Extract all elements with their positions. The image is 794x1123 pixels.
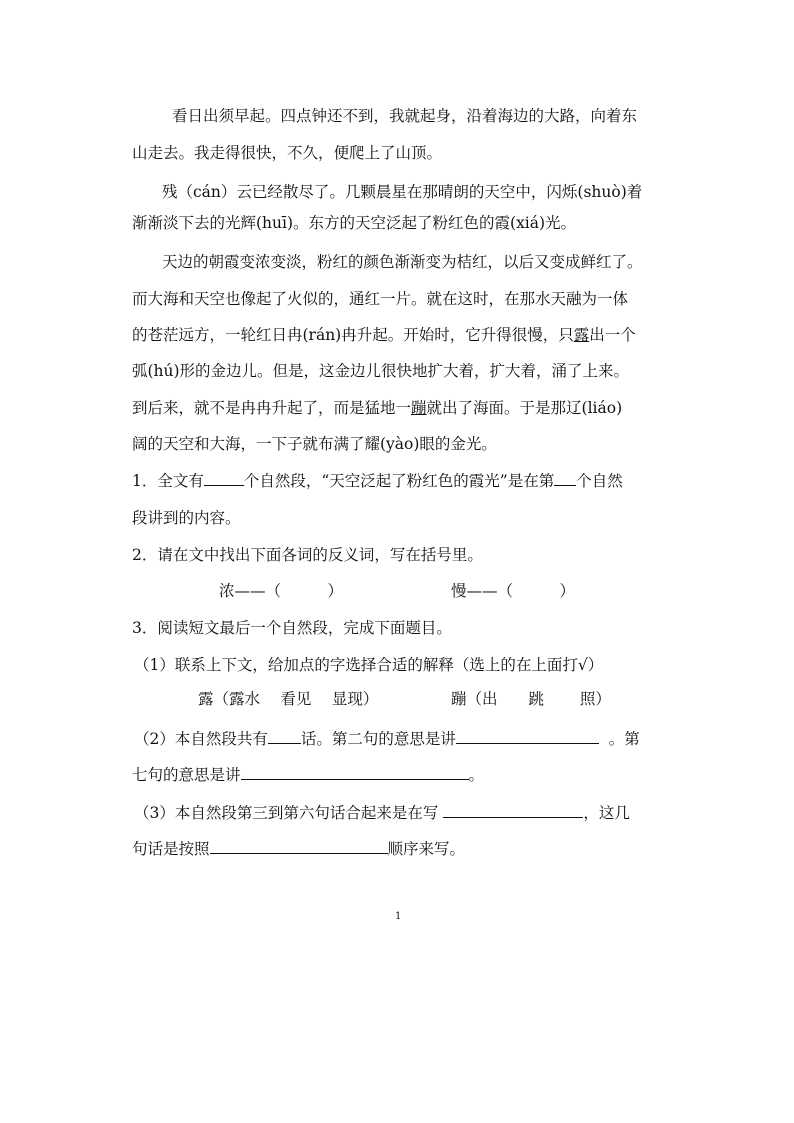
question-3-2-line2 [132,765,484,785]
passage-p3-line1: 天边的朝霞变浓变淡，粉红的颜色渐渐变为桔红，以后又变成鲜红了。 [162,253,643,271]
question-3-3-line1 [134,803,630,823]
question-1-text-b: 个自然段，“天空泛起了粉红色的霞光”是在第 [243,472,555,490]
marked-char-lu: 露 [573,326,590,344]
question-3-1-option-beng[interactable]: 蹦（出 跳 照） [451,690,611,708]
page-number: 1 [395,911,402,922]
question-3-3-text-b: ，这几 [583,804,630,822]
question-2: 2．请在文中找出下面各词的反义词，写在括号里。 [132,546,483,564]
passage-p3-line5-b: 就出了海面。于是那辽(liáo) [426,399,623,417]
answer-blank-sentence-two[interactable] [456,729,599,744]
question-3-1-option-lu[interactable]: 露（露水 看见 显现） [198,690,379,708]
question-3-3-line2 [132,839,465,859]
question-3-2-text-d: 七句的意思是讲 [132,766,241,784]
passage-p3-line3-a: 的苍茫远方，一轮红日冉(rán)冉升起。开始时，它升得很慢，只 [132,326,574,344]
answer-blank-order[interactable] [210,839,388,854]
question-3-2-text-c: 。第 [608,730,640,748]
passage-p2-line1: 残（cán）云已经散尽了。几颗晨星在那晴朗的天空中，闪烁(shuò)着 [162,183,643,201]
answer-blank-describe[interactable] [443,803,583,818]
passage-p3-line3 [132,325,636,345]
question-3-2-text-b: 话。第二句的意思是讲 [300,730,456,748]
passage-p1-line2: 山走去。我走得很快，不久，便爬上了山顶。 [132,144,443,162]
question-3-2-text-e: 。 [468,766,485,784]
question-3-2-line1 [134,729,640,749]
question-2-item-nong[interactable]: 浓——（ ） [219,582,344,600]
question-3-1: （1）联系上下文，给加点的字选择合适的解释（选上的在上面打√） [134,656,604,674]
question-1-text-c: 个自然 [576,472,623,490]
question-3: 3．阅读短文最后一个自然段，完成下面题目。 [132,619,452,637]
question-1-line2: 段讲到的内容。 [132,509,241,527]
answer-blank-sentence-count[interactable] [268,729,301,744]
passage-p3-line4: 弧(hú)形的金边儿。但是，这金边儿很快地扩大着，扩大着，涌了上来。 [132,362,630,380]
passage-p3-line2: 而大海和天空也像起了火似的，通红一片。就在这时，在那水天融为一体 [132,290,629,308]
question-1-text-a: 1．全文有 [132,472,204,490]
passage-p3-line6: 阔的天空和大海，一下子就布满了耀(yào)眼的金光。 [132,435,497,453]
question-3-2-text-a: （2）本自然段共有 [134,730,268,748]
passage-p3-line3-b: 出一个 [589,326,636,344]
answer-blank-sentence-seven[interactable] [241,765,469,780]
question-3-3-text-c: 句话是按照 [132,840,210,858]
question-3-3-text-d: 顺序来写。 [387,840,466,858]
passage-p3-line5 [132,398,622,418]
marked-char-beng: 蹦 [411,399,427,417]
answer-blank-paragraph-number[interactable] [554,471,576,486]
question-2-item-man[interactable]: 慢——（ ） [451,582,576,600]
answer-blank-paragraph-count[interactable] [204,471,244,486]
passage-p1-line1: 看日出须早起。四点钟还不到，我就起身，沿着海边的大路，向着东 [172,107,638,125]
question-3-3-text-a: （3）本自然段第三到第六句话合起来是在写 [134,804,439,822]
passage-p2-line2: 渐渐淡下去的光辉(huī)。东方的天空泛起了粉红色的霞(xiá)光。 [132,214,577,232]
passage-p3-line5-a: 到后来，就不是冉冉升起了，而是猛地一 [132,399,412,417]
question-1-line1 [132,471,623,491]
